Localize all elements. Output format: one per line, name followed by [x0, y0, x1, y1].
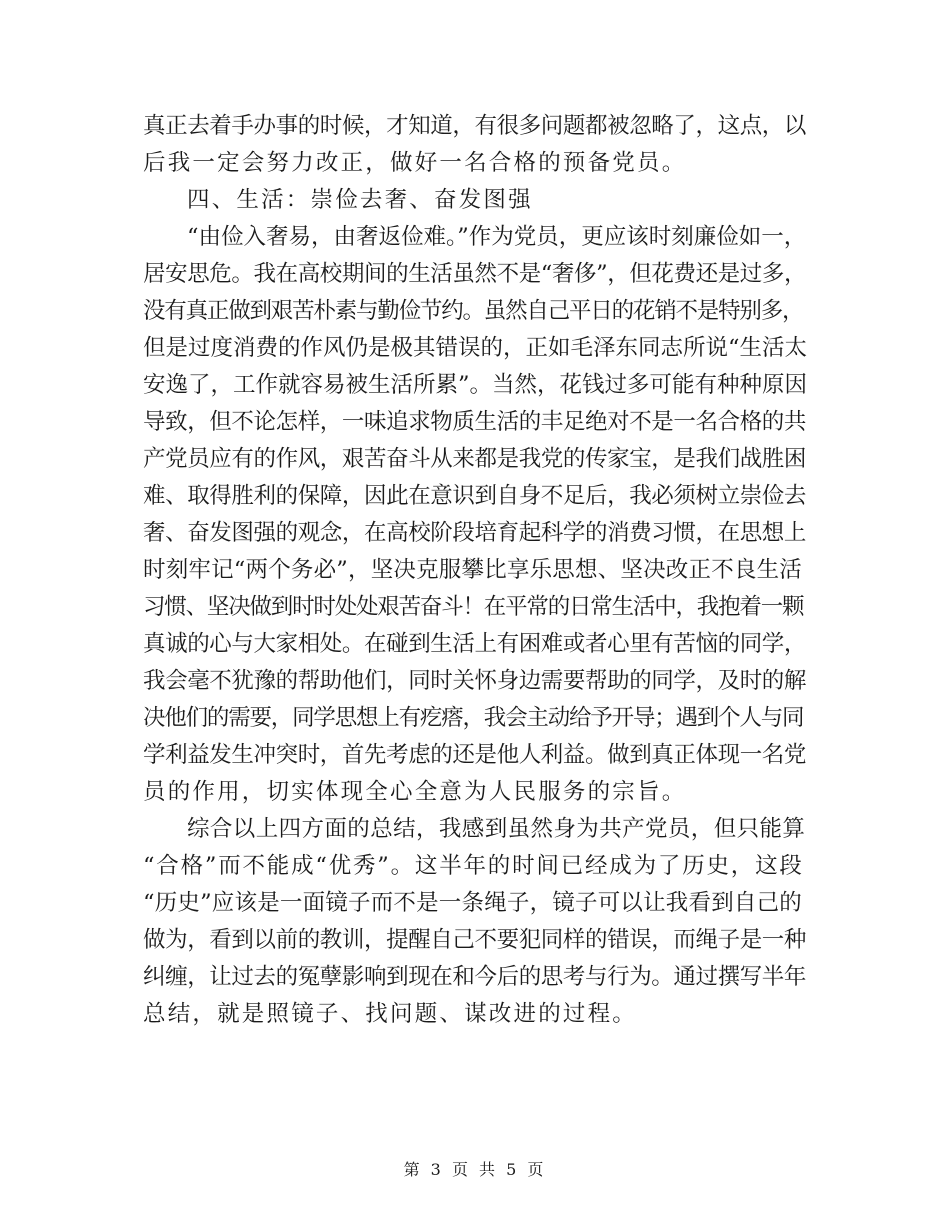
body-text-line: 综合以上四方面的总结，我感到虽然身为共产党员，但只能算 [187, 816, 806, 842]
body-text-line: 居安思危。我在高校期间的生活虽然不是“奢侈”，但花费还是过多， [143, 261, 807, 287]
page-number: 第 3 页 共 5 页 [403, 1160, 547, 1179]
body-text-line: 我会毫不犹豫的帮助他们，同时关怀身边需要帮助的同学，及时的解 [143, 668, 807, 694]
body-text-line: 安逸了，工作就容易被生活所累”。当然，花钱过多可能有种种原因 [143, 372, 808, 398]
body-text-line: 难、取得胜利的保障，因此在意识到自身不足后，我必须树立崇俭去 [143, 483, 807, 509]
body-text-line: 时刻牢记“两个务必”，坚决克服攀比享乐思想、坚决改正不良生活 [143, 557, 803, 583]
body-text-line: 但是过度消费的作风仍是极其错误的，正如毛泽东同志所说“生活太 [143, 335, 808, 361]
body-text-line: 纠缠，让过去的冤孽影响到现在和今后的思考与行为。通过撰写半年 [143, 964, 807, 990]
body-text-line: “合格”而不能成“优秀”。这半年的时间已经成为了历史，这段 [143, 853, 804, 879]
body-text-line: 真诚的心与大家相处。在碰到生活上有困难或者心里有苦恼的同学， [143, 631, 807, 657]
body-text-line: 员的作用，切实体现全心全意为人民服务的宗旨。 [143, 779, 687, 805]
body-text-line: 奢、奋发图强的观念，在高校阶段培育起科学的消费习惯，在思想上 [143, 520, 807, 546]
section-heading: 四、生活：崇俭去奢、奋发图强 [187, 187, 533, 213]
body-text-line: 决他们的需要，同学思想上有疙瘩，我会主动给予开导；遇到个人与同 [143, 705, 804, 731]
body-text-line: 总结，就是照镜子、找问题、谋改进的过程。 [143, 1001, 638, 1027]
body-text-line: 做为，看到以前的教训，提醒自己不要犯同样的错误，而绳子是一种 [143, 927, 807, 953]
body-text-line: 导致，但不论怎样，一味追求物质生活的丰足绝对不是一名合格的共 [143, 409, 807, 435]
body-text-line: 没有真正做到艰苦朴素与勤俭节约。虽然自己平日的花销不是特别多， [143, 298, 804, 324]
body-text-line: 产党员应有的作风，艰苦奋斗从来都是我党的传家宝，是我们战胜困 [143, 446, 807, 472]
body-text-line: 学利益发生冲突时，首先考虑的还是他人利益。做到真正体现一名党 [143, 742, 807, 768]
body-text-line: “历史”应该是一面镜子而不是一条绳子，镜子可以让我看到自己的 [143, 890, 803, 916]
body-text-line: 真正去着手办事的时候，才知道，有很多问题都被忽略了，这点，以 [143, 113, 807, 139]
body-text-line: 习惯、坚决做到时时处处艰苦奋斗！在平常的日常生活中，我抱着一颗 [143, 594, 804, 620]
body-text-line: “由俭入奢易，由奢返俭难。”作为党员，更应该时刻廉俭如一， [187, 224, 807, 250]
body-text-line: 后我一定会努力改正，做好一名合格的预备党员。 [143, 150, 687, 176]
